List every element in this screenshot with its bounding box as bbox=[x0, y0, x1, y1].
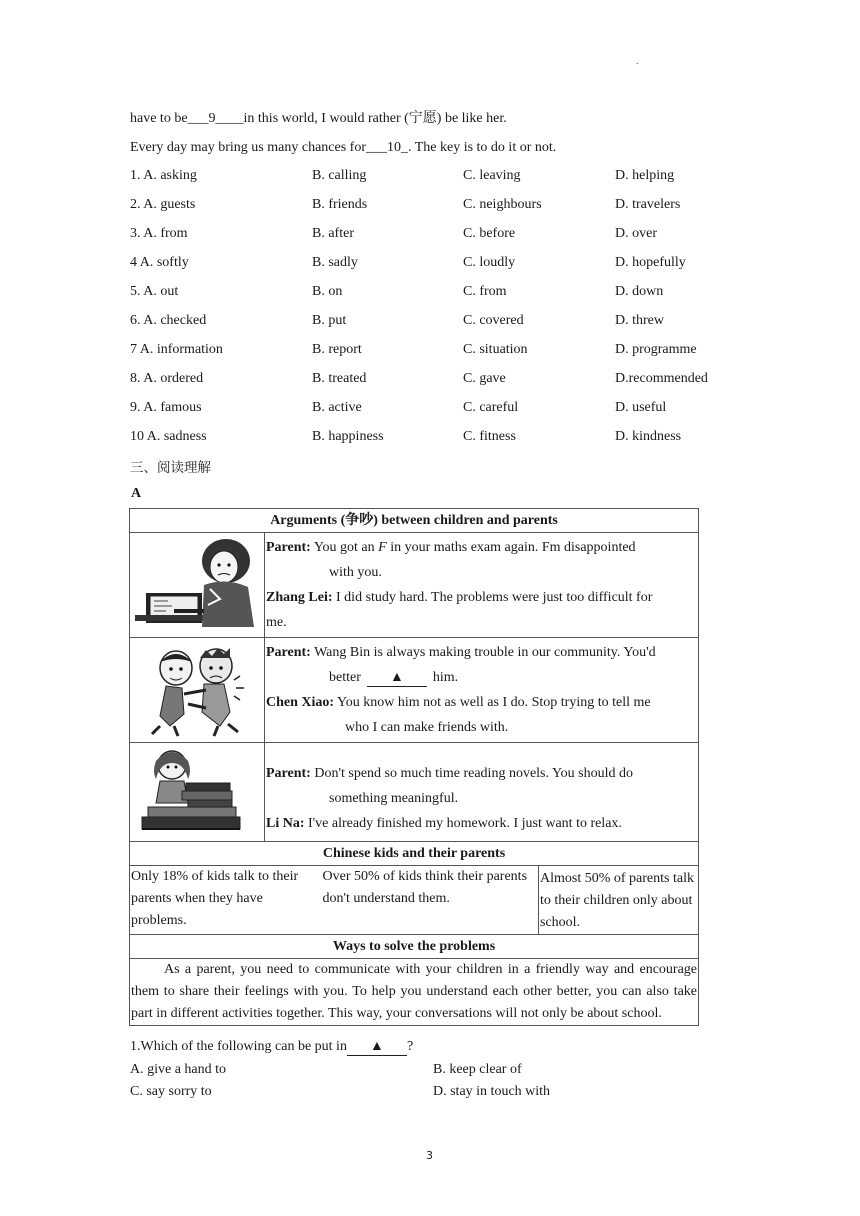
stat-cell-3 bbox=[539, 866, 699, 935]
stat-cell-2 bbox=[265, 866, 539, 935]
illustration-books-cell bbox=[130, 743, 265, 842]
option: D. kindness bbox=[615, 429, 682, 444]
option: C. neighbours bbox=[463, 197, 542, 212]
choice-c: C. say sorry to bbox=[130, 1084, 212, 1099]
option: D. useful bbox=[615, 400, 667, 415]
intro-line-2: Every day may bring us many chances for___10_. The key is to do it or not. bbox=[130, 140, 557, 155]
ways-text: As a parent, you need to communicate with your children in a friendly way and encourage them to share their feelings with you. To help you understand each other better, you can also take part in different activities together. This way, your conversations will not only be about school. bbox=[130, 959, 699, 1026]
choice-b: B. keep clear of bbox=[433, 1062, 522, 1077]
option-row-6 bbox=[130, 313, 730, 342]
option-row-9 bbox=[130, 400, 730, 429]
option: B. treated bbox=[312, 371, 367, 386]
option: 4 A. softly bbox=[130, 255, 189, 270]
option: 5. A. out bbox=[130, 284, 179, 299]
option: D. threw bbox=[615, 313, 664, 328]
option: D. down bbox=[615, 284, 664, 299]
dialogue-text: him. bbox=[432, 670, 459, 685]
kids-fighting-illustration bbox=[130, 638, 264, 742]
dialogue-text: F bbox=[378, 540, 387, 555]
speaker: Parent: bbox=[266, 540, 311, 555]
speaker: Chen Xiao: bbox=[266, 695, 335, 710]
dialogue-text: You know him not as well as I do. Stop trying to tell me bbox=[334, 695, 651, 710]
stat-cell-1 bbox=[130, 866, 299, 935]
passage-letter: A bbox=[131, 486, 142, 501]
table-title: Arguments (争吵) between children and parents bbox=[130, 509, 699, 533]
option-row-10 bbox=[130, 429, 730, 458]
option: D. over bbox=[615, 226, 657, 241]
option: 1. A. asking bbox=[130, 168, 197, 183]
dialogue-text: me. bbox=[266, 615, 287, 630]
stats-title: Chinese kids and their parents bbox=[130, 842, 699, 866]
option: D. helping bbox=[615, 168, 675, 183]
dialogue-text: who I can make friends with. bbox=[345, 720, 509, 735]
option: B. report bbox=[312, 342, 362, 357]
option: C. covered bbox=[463, 313, 524, 328]
option: D. hopefully bbox=[615, 255, 686, 270]
speaker: Zhang Lei: bbox=[266, 590, 333, 605]
option: D. programme bbox=[615, 342, 697, 357]
option-row-1 bbox=[130, 168, 730, 197]
option-row-2 bbox=[130, 197, 730, 226]
dialogue-text: You got an bbox=[313, 540, 379, 555]
speaker: Li Na: bbox=[266, 816, 305, 831]
dialogue-text: I've already finished my homework. I just want to relax. bbox=[304, 816, 622, 831]
option: 6. A. checked bbox=[130, 313, 207, 328]
option: 7 A. information bbox=[130, 342, 223, 357]
option: 9. A. famous bbox=[130, 400, 202, 415]
question-text: ? bbox=[406, 1039, 414, 1054]
option: D. travelers bbox=[615, 197, 681, 212]
options-list bbox=[130, 168, 730, 458]
option: B. on bbox=[312, 284, 343, 299]
dialogue-text: Wang Bin is always making trouble in our community. You'd bbox=[310, 645, 656, 660]
choice-a: A. give a hand to bbox=[130, 1062, 227, 1077]
illustration-fight-cell bbox=[130, 638, 265, 743]
option-row-3 bbox=[130, 226, 730, 255]
section-title: 三、阅读理解 bbox=[130, 460, 211, 476]
option: 10 A. sadness bbox=[130, 429, 207, 444]
option-row-5 bbox=[130, 284, 730, 313]
option: B. friends bbox=[312, 197, 368, 212]
answer-blank: ▲ bbox=[347, 1039, 407, 1056]
option: C. from bbox=[463, 284, 507, 299]
speaker: Parent: bbox=[266, 645, 311, 660]
question-line bbox=[130, 1039, 413, 1056]
option-row-4 bbox=[130, 255, 730, 284]
option: C. before bbox=[463, 226, 516, 241]
stat-text: Only 18% of kids talk to their parents when they have problems. bbox=[131, 869, 299, 928]
dialogue-text: better bbox=[329, 670, 361, 685]
dialogue-text: with you. bbox=[329, 565, 382, 580]
dialogue-3 bbox=[265, 743, 699, 842]
option: C. leaving bbox=[463, 168, 521, 183]
header-mark: . bbox=[636, 56, 639, 67]
option: C. fitness bbox=[463, 429, 516, 444]
ways-title: Ways to solve the problems bbox=[130, 935, 699, 959]
intro-line-1: have to be___9____in this world, I would rather (宁愿) be like her. bbox=[130, 111, 507, 126]
option: D.recommended bbox=[615, 371, 708, 386]
illustration-exam-cell bbox=[130, 533, 265, 638]
answer-blank: ▲ bbox=[367, 670, 427, 687]
arguments-table bbox=[129, 508, 699, 1026]
option: B. happiness bbox=[312, 429, 384, 444]
option-row-8 bbox=[130, 371, 730, 400]
choice-d: D. stay in touch with bbox=[433, 1084, 551, 1099]
option: 2. A. guests bbox=[130, 197, 196, 212]
question-text: 1.Which of the following can be put in bbox=[130, 1039, 347, 1054]
option: B. put bbox=[312, 313, 347, 328]
option: C. careful bbox=[463, 400, 519, 415]
option: B. after bbox=[312, 226, 354, 241]
dialogue-1 bbox=[265, 533, 699, 638]
option: C. gave bbox=[463, 371, 506, 386]
dialogue-text: Don't spend so much time reading novels. You should do bbox=[310, 766, 634, 781]
girl-reading-illustration bbox=[130, 743, 264, 841]
option: C. loudly bbox=[463, 255, 516, 270]
dialogue-text: in your maths exam again. Fm disappointed bbox=[386, 540, 636, 555]
option: B. calling bbox=[312, 168, 367, 183]
angry-parent-illustration bbox=[130, 533, 264, 633]
option: B. sadly bbox=[312, 255, 358, 270]
dialogue-2 bbox=[265, 638, 699, 743]
stat-text: Over 50% of kids think their parents don't understand them. bbox=[322, 869, 528, 906]
dialogue-text: something meaningful. bbox=[329, 791, 459, 806]
option: C. situation bbox=[463, 342, 528, 357]
option: 3. A. from bbox=[130, 226, 188, 241]
option: 8. A. ordered bbox=[130, 371, 204, 386]
option: B. active bbox=[312, 400, 362, 415]
speaker: Parent: bbox=[266, 766, 311, 781]
dialogue-text: I did study hard. The problems were just too difficult for bbox=[332, 590, 653, 605]
page-number: 3 bbox=[426, 1149, 433, 1162]
option-row-7 bbox=[130, 342, 730, 371]
stat-text: Almost 50% of parents talk to their children only about school. bbox=[540, 871, 694, 930]
